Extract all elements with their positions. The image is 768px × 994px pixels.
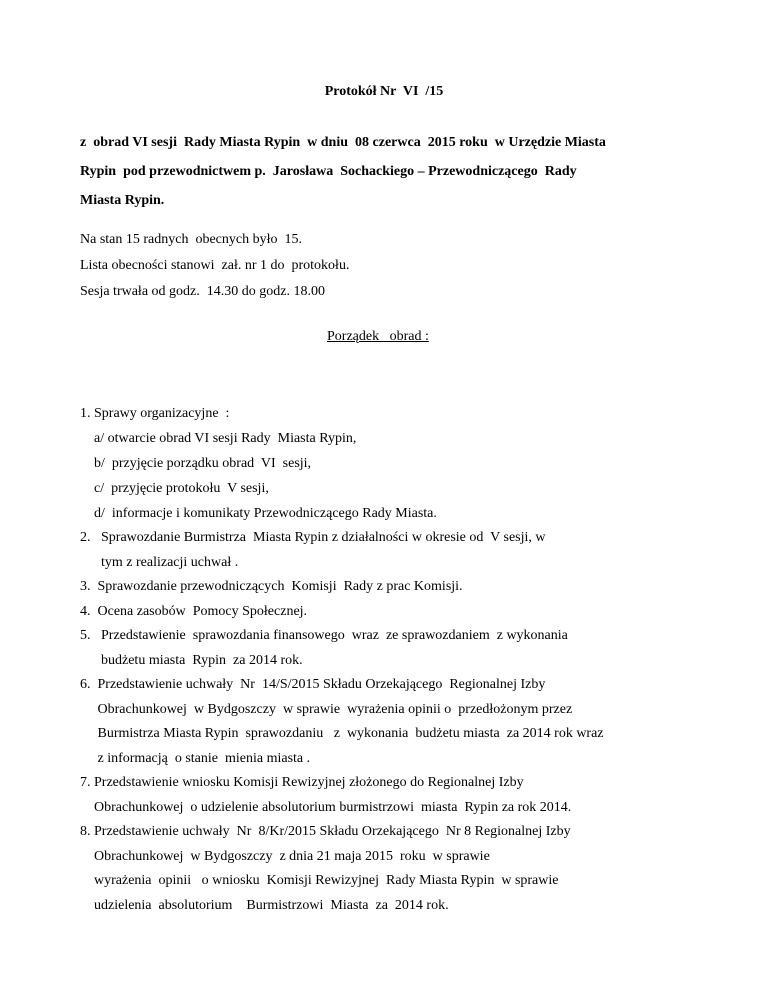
agenda-item-6: 6. Przedstawienie uchwały Nr 14/S/2015 Składu Orzekającego Regionalnej Izby bbox=[80, 677, 546, 692]
attendance-list-line: Lista obecności stanowi zał. nr 1 do protokołu. bbox=[80, 258, 350, 273]
agenda-item-4: 4. Ocena zasobów Pomocy Społecznej. bbox=[80, 604, 308, 619]
header-line-1: z obrad VI sesji Rady Miasta Rypin w dniu 08 czerwca 2015 roku w Urzędzie Miasta bbox=[80, 135, 606, 150]
session-time-line: Sesja trwała od godz. 14.30 do godz. 18.00 bbox=[80, 284, 325, 299]
agenda-subitem-b: b/ przyjęcie porządku obrad VI sesji, bbox=[80, 456, 312, 471]
agenda-item-2-cont: tym z realizacji uchwał . bbox=[80, 555, 239, 570]
agenda-item-6-cont-1: Obrachunkowej w Bydgoszczy w sprawie wyrażenia opinii o przedłożonym przez bbox=[80, 702, 573, 717]
agenda-subitem-d: d/ informacje i komunikaty Przewodniczącego Rady Miasta. bbox=[80, 506, 437, 521]
agenda-subitem-a: a/ otwarcie obrad VI sesji Rady Miasta Rypin, bbox=[80, 431, 357, 446]
attendance-line: Na stan 15 radnych obecnych było 15. bbox=[80, 232, 302, 247]
agenda-item-7: 7. Przedstawienie wniosku Komisji Rewizyjnej złożonego do Regionalnej Izby bbox=[80, 775, 524, 790]
agenda-item-5-cont: budżetu miasta Rypin za 2014 rok. bbox=[80, 653, 303, 668]
header-line-2: Rypin pod przewodnictwem p. Jarosława Sochackiego – Przewodniczącego Rady bbox=[80, 164, 577, 179]
agenda-item-8-cont-2: wyrażenia opinii o wniosku Komisji Rewizyjnej Rady Miasta Rypin w sprawie bbox=[80, 873, 559, 888]
agenda-subitem-c: c/ przyjęcie protokołu V sesji, bbox=[80, 481, 269, 496]
agenda-item-8: 8. Przedstawienie uchwały Nr 8/Kr/2015 Składu Orzekającego Nr 8 Regionalnej Izby bbox=[80, 824, 571, 839]
agenda-item-8-cont-3: udzielenia absolutorium Burmistrzowi Miasta za 2014 rok. bbox=[80, 898, 449, 913]
agenda-item-7-cont: Obrachunkowej o udzielenie absolutorium burmistrzowi miasta Rypin za rok 2014. bbox=[80, 800, 572, 815]
document-title: Protokół Nr VI /15 bbox=[324, 84, 444, 99]
agenda-heading: Porządek obrad : bbox=[327, 329, 429, 344]
agenda-item-6-cont-3: z informacją o stanie mienia miasta . bbox=[80, 751, 311, 766]
agenda-item-5: 5. Przedstawienie sprawozdania finansowego wraz ze sprawozdaniem z wykonania bbox=[80, 628, 568, 643]
agenda-item-6-cont-2: Burmistrza Miasta Rypin sprawozdaniu z wykonania budżetu miasta za 2014 rok wraz bbox=[80, 726, 604, 741]
header-line-3: Miasta Rypin. bbox=[80, 193, 165, 208]
agenda-item-3: 3. Sprawozdanie przewodniczących Komisji Rady z prac Komisji. bbox=[80, 579, 463, 594]
agenda-item-8-cont-1: Obrachunkowej w Bydgoszczy z dnia 21 maja 2015 roku w sprawie bbox=[80, 849, 490, 864]
agenda-item-2: 2. Sprawozdanie Burmistrza Miasta Rypin z działalności w okresie od V sesji, w bbox=[80, 530, 546, 545]
agenda-item-1: 1. Sprawy organizacyjne : bbox=[80, 406, 230, 421]
